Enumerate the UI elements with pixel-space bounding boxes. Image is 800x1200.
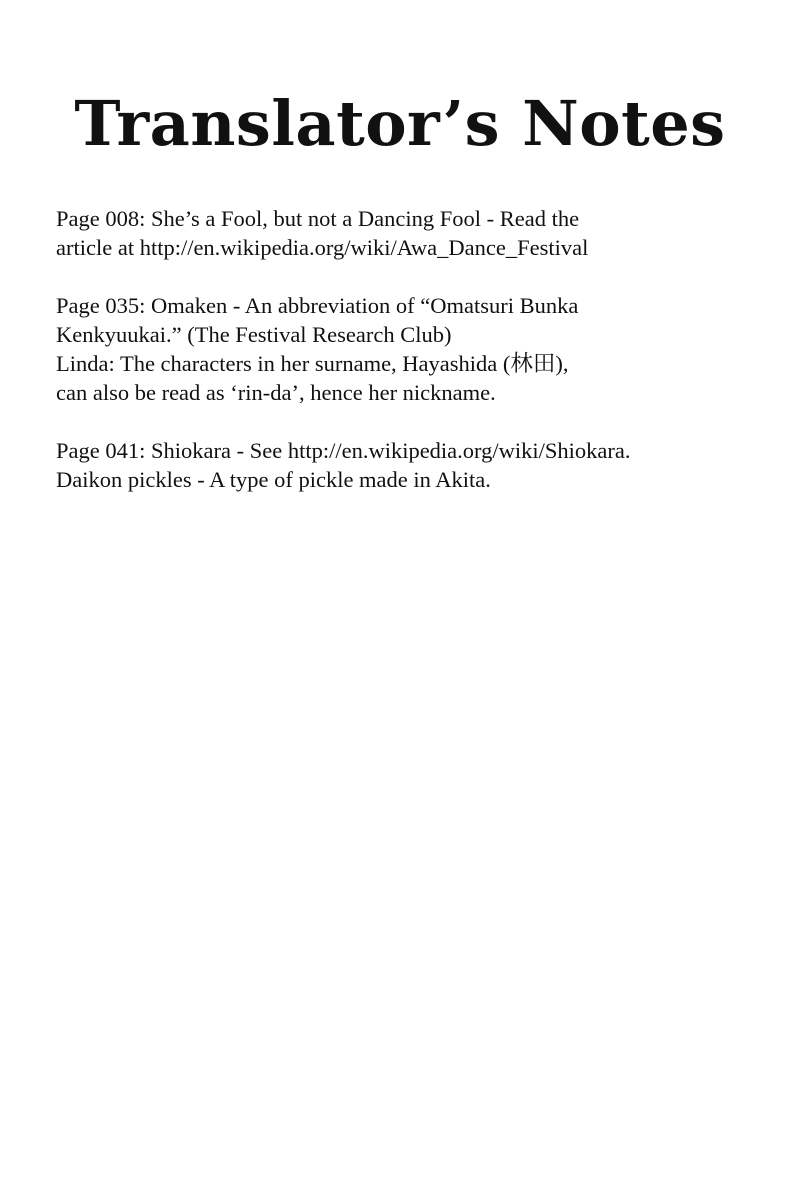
note-line: Page 008: She’s a Fool, but not a Dancing Fool - Read the bbox=[56, 206, 580, 231]
note-line: Daikon pickles - A type of pickle made in Akita. bbox=[56, 467, 491, 492]
note-line: article at http://en.wikipedia.org/wiki/Awa_Dance_Festival bbox=[56, 235, 589, 260]
page-title: Translator’s Notes bbox=[74, 87, 726, 160]
note-line: can also be read as ‘rin-da’, hence her nickname. bbox=[56, 380, 496, 405]
note-line: Linda: The characters in her surname, Hayashida (林田), bbox=[56, 351, 569, 376]
note-line: Page 041: Shiokara - See http://en.wikipedia.org/wiki/Shiokara. bbox=[56, 438, 631, 463]
note-page-008 bbox=[56, 204, 756, 262]
note-page-041 bbox=[56, 436, 756, 494]
note-line: Kenkyuukai.” (The Festival Research Club) bbox=[56, 322, 452, 347]
note-line: Page 035: Omaken - An abbreviation of “Omatsuri Bunka bbox=[56, 293, 579, 318]
notes-list bbox=[56, 204, 756, 523]
note-page-035 bbox=[56, 291, 756, 407]
